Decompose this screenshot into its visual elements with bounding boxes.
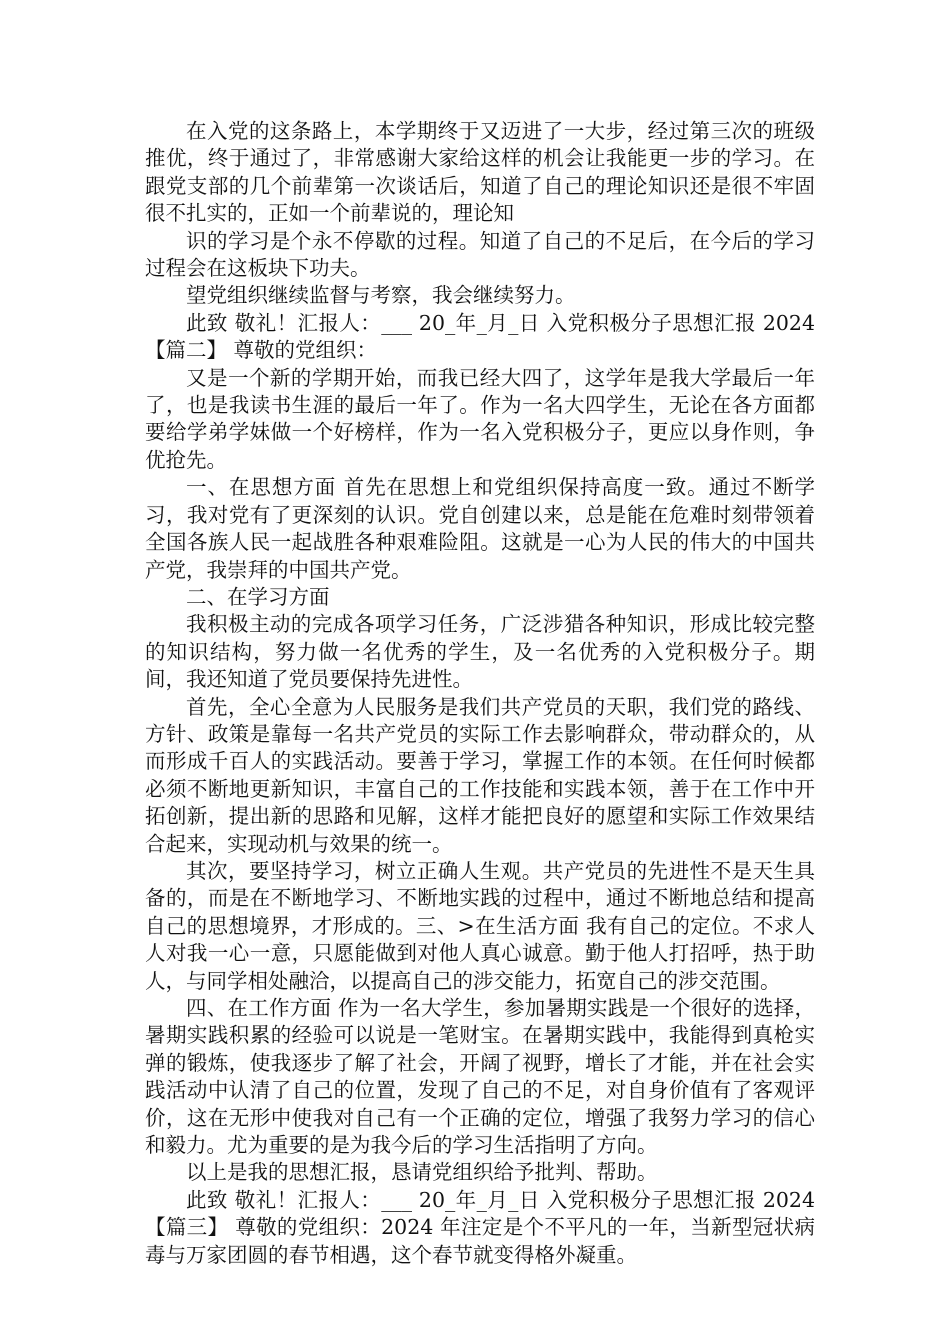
document-body xyxy=(145,118,815,1269)
paragraph-2: 识的学习是个永不停歇的过程。知道了自己的不足后，在今后的学习过程会在这板块下功夫。 xyxy=(145,228,815,281)
paragraph-13: 此致 敬礼！汇报人：___ 20_年_月_日 入党积极分子思想汇报 2024【篇三】 尊敬的党组织：2024 年注定是个不平凡的一年，当新型冠状病毒与万家团圆的春节相遇，这个春节就变得格外凝重。 xyxy=(145,1187,815,1267)
paragraph-4: 此致 敬礼！汇报人：___ 20_年_月_日 入党积极分子思想汇报 2024【篇二】 尊敬的党组织： xyxy=(145,310,815,363)
paragraph-9: 首先，全心全意为人民服务是我们共产党员的天职，我们党的路线、方针、政策是靠每一名共产党员的实际工作去影响群众，带动群众的，从而形成千百人的实践活动。要善于学习，掌握工作的本领。在任何时候都必须不断地更新知识，丰富自己的工作技能和实践本领，善于在工作中开拓创新，提出新的思路和见解，这样才能把良好的愿望和实际工作效果结合起来，实现动机与效果的统一。 xyxy=(145,694,815,856)
paragraph-12: 以上是我的思想汇报，恳请党组织给予批判、帮助。 xyxy=(186,1160,658,1185)
paragraph-10: 其次，要坚持学习，树立正确人生观。共产党员的先进性不是天生具备的，而是在不断地学习、不断地实践的过程中，通过不断地总结和提高自己的思想境界，才形成的。三、>在生活方面 我有自己的定位。不求人人对我一心一意，只愿能做到对他人真心诚意。勤于他人打招呼，热于助人，与同学相处融洽，以提高自己的涉交能力，拓宽自己的涉交范围。 xyxy=(145,858,815,993)
paragraph-5: 又是一个新的学期开始，而我已经大四了，这学年是我大学最后一年了，也是我读书生涯的最后一年了。作为一名大四学生，无论在各方面都要给学弟学妹做一个好榜样，作为一名入党积极分子，更应以身作则，争优抢先。 xyxy=(145,365,815,472)
paragraph-8: 我积极主动的完成各项学习任务，广泛涉猎各种知识，形成比较完整的知识结构，努力做一名优秀的学生，及一名优秀的入党积极分子。期间，我还知道了党员要保持先进性。 xyxy=(145,612,815,692)
paragraph-6: 一、在思想方面 首先在思想上和党组织保持高度一致。通过不断学习，我对党有了更深刻的认识。党自创建以来，总是能在危难时刻带领着全国各族人民一起战胜各种艰难险阻。这就是一心为人民的伟大的中国共产党，我崇拜的中国共产党。 xyxy=(145,475,815,582)
paragraph-3: 望党组织继续监督与考察，我会继续努力。 xyxy=(186,283,576,308)
paragraph-11: 四、在工作方面 作为一名大学生，参加暑期实践是一个很好的选择，暑期实践积累的经验可以说是一笔财宝。在暑期实践中，我能得到真枪实弹的锻炼，使我逐步了解了社会，开阔了视野，增长了才能，并在社会实践活动中认清了自己的位置，发现了自己的不足，对自身价值有了客观评价，这在无形中使我对自己有一个正确的定位，增强了我努力学习的信心和毅力。尤为重要的是为我今后的学习生活指明了方向。 xyxy=(145,996,815,1158)
paragraph-7: 二、在学习方面 xyxy=(186,584,330,609)
paragraph-1: 在入党的这条路上，本学期终于又迈进了一大步，经过第三次的班级推优，终于通过了，非常感谢大家给这样的机会让我能更一步的学习。在跟党支部的几个前辈第一次谈话后，知道了自己的理论知识还是很不牢固很不扎实的，正如一个前辈说的，理论知 xyxy=(145,119,815,226)
